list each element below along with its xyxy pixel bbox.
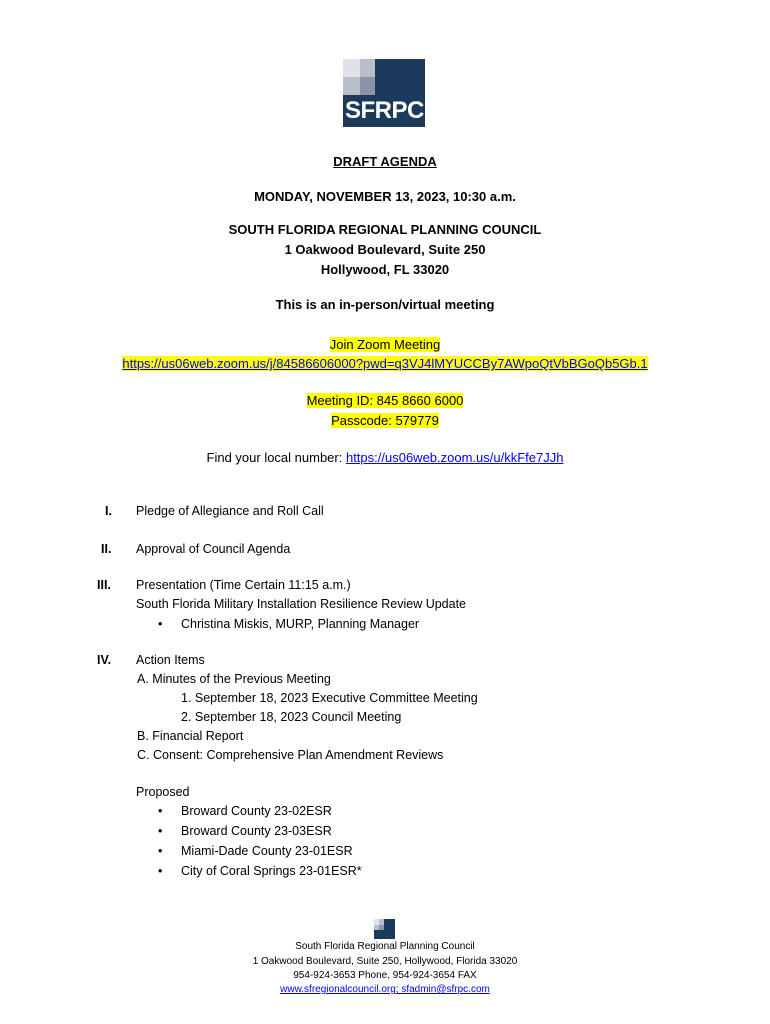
meeting-id: Meeting ID: 845 8660 6000 bbox=[306, 393, 464, 408]
bullet-icon: • bbox=[158, 824, 163, 838]
footer-address: 1 Oakwood Boulevard, Suite 250, Hollywood, Florida 33020 bbox=[252, 956, 518, 967]
sub-item-a: A. Minutes of the Previous Meeting bbox=[137, 672, 331, 686]
item-number-2: II. bbox=[101, 542, 112, 556]
item-number-1: I. bbox=[105, 504, 112, 518]
local-number-link[interactable]: https://us06web.zoom.us/u/kkFfe7JJh bbox=[345, 450, 564, 465]
proposed-item: City of Coral Springs 23-01ESR* bbox=[181, 864, 362, 878]
join-zoom-label: Join Zoom Meeting bbox=[329, 337, 441, 352]
item-number-4: IV. bbox=[97, 653, 112, 667]
meeting-date: MONDAY, NOVEMBER 13, 2023, 10:30 a.m. bbox=[254, 189, 516, 204]
agenda-item-3: Presentation (Time Certain 11:15 a.m.) bbox=[136, 578, 351, 592]
proposed-item: Broward County 23-02ESR bbox=[181, 804, 332, 818]
proposed-label: Proposed bbox=[136, 785, 190, 799]
footer-org: South Florida Regional Planning Council bbox=[295, 941, 475, 952]
agenda-item-2: Approval of Council Agenda bbox=[136, 542, 291, 556]
address-line-2: Hollywood, FL 33020 bbox=[320, 262, 450, 277]
sub-item-b: B. Financial Report bbox=[137, 729, 244, 743]
proposed-item: Broward County 23-03ESR bbox=[181, 824, 332, 838]
local-number-label: Find your local number: bbox=[206, 450, 346, 465]
bullet-icon: • bbox=[158, 804, 163, 818]
agenda-item-4: Action Items bbox=[136, 653, 205, 667]
bullet-icon: • bbox=[158, 844, 163, 858]
sfrpc-logo bbox=[343, 59, 425, 127]
passcode: Passcode: 579779 bbox=[331, 413, 439, 428]
sub-item-c: C. Consent: Comprehensive Plan Amendment Reviews bbox=[137, 748, 444, 762]
agenda-item-1: Pledge of Allegiance and Roll Call bbox=[136, 504, 324, 518]
item-number-3: III. bbox=[97, 578, 111, 592]
footer-link[interactable]: www.sfregionalcouncil.org; sfadmin@sfrpc.com bbox=[280, 984, 490, 995]
footer-phone: 954-924-3653 Phone, 954-924-3654 FAX bbox=[293, 970, 477, 981]
meeting-type: This is an in-person/virtual meeting bbox=[275, 297, 495, 312]
sub-item-a2: 2. September 18, 2023 Council Meeting bbox=[181, 710, 402, 724]
sub-item-a1: 1. September 18, 2023 Executive Committee Meeting bbox=[181, 691, 478, 705]
agenda-item-3-sub: South Florida Military Installation Resilience Review Update bbox=[136, 597, 467, 611]
page-title: DRAFT AGENDA bbox=[333, 154, 437, 169]
bullet-icon: • bbox=[158, 617, 163, 631]
bullet-icon: • bbox=[158, 864, 163, 878]
zoom-join-link[interactable]: https://us06web.zoom.us/j/84586606000?pwd=q3VJ4lMYUCCBy7AWpoQtVbBGoQb5Gb.1 bbox=[122, 356, 648, 371]
footer-logo-icon bbox=[374, 919, 395, 939]
address-line-1: 1 Oakwood Boulevard, Suite 250 bbox=[284, 242, 486, 257]
organization-name: SOUTH FLORIDA REGIONAL PLANNING COUNCIL bbox=[228, 222, 542, 237]
proposed-item: Miami-Dade County 23-01ESR bbox=[181, 844, 353, 858]
agenda-item-3-bullet: Christina Miskis, MURP, Planning Manager bbox=[181, 617, 420, 631]
logo-wordmark: SFRPC bbox=[345, 97, 424, 124]
